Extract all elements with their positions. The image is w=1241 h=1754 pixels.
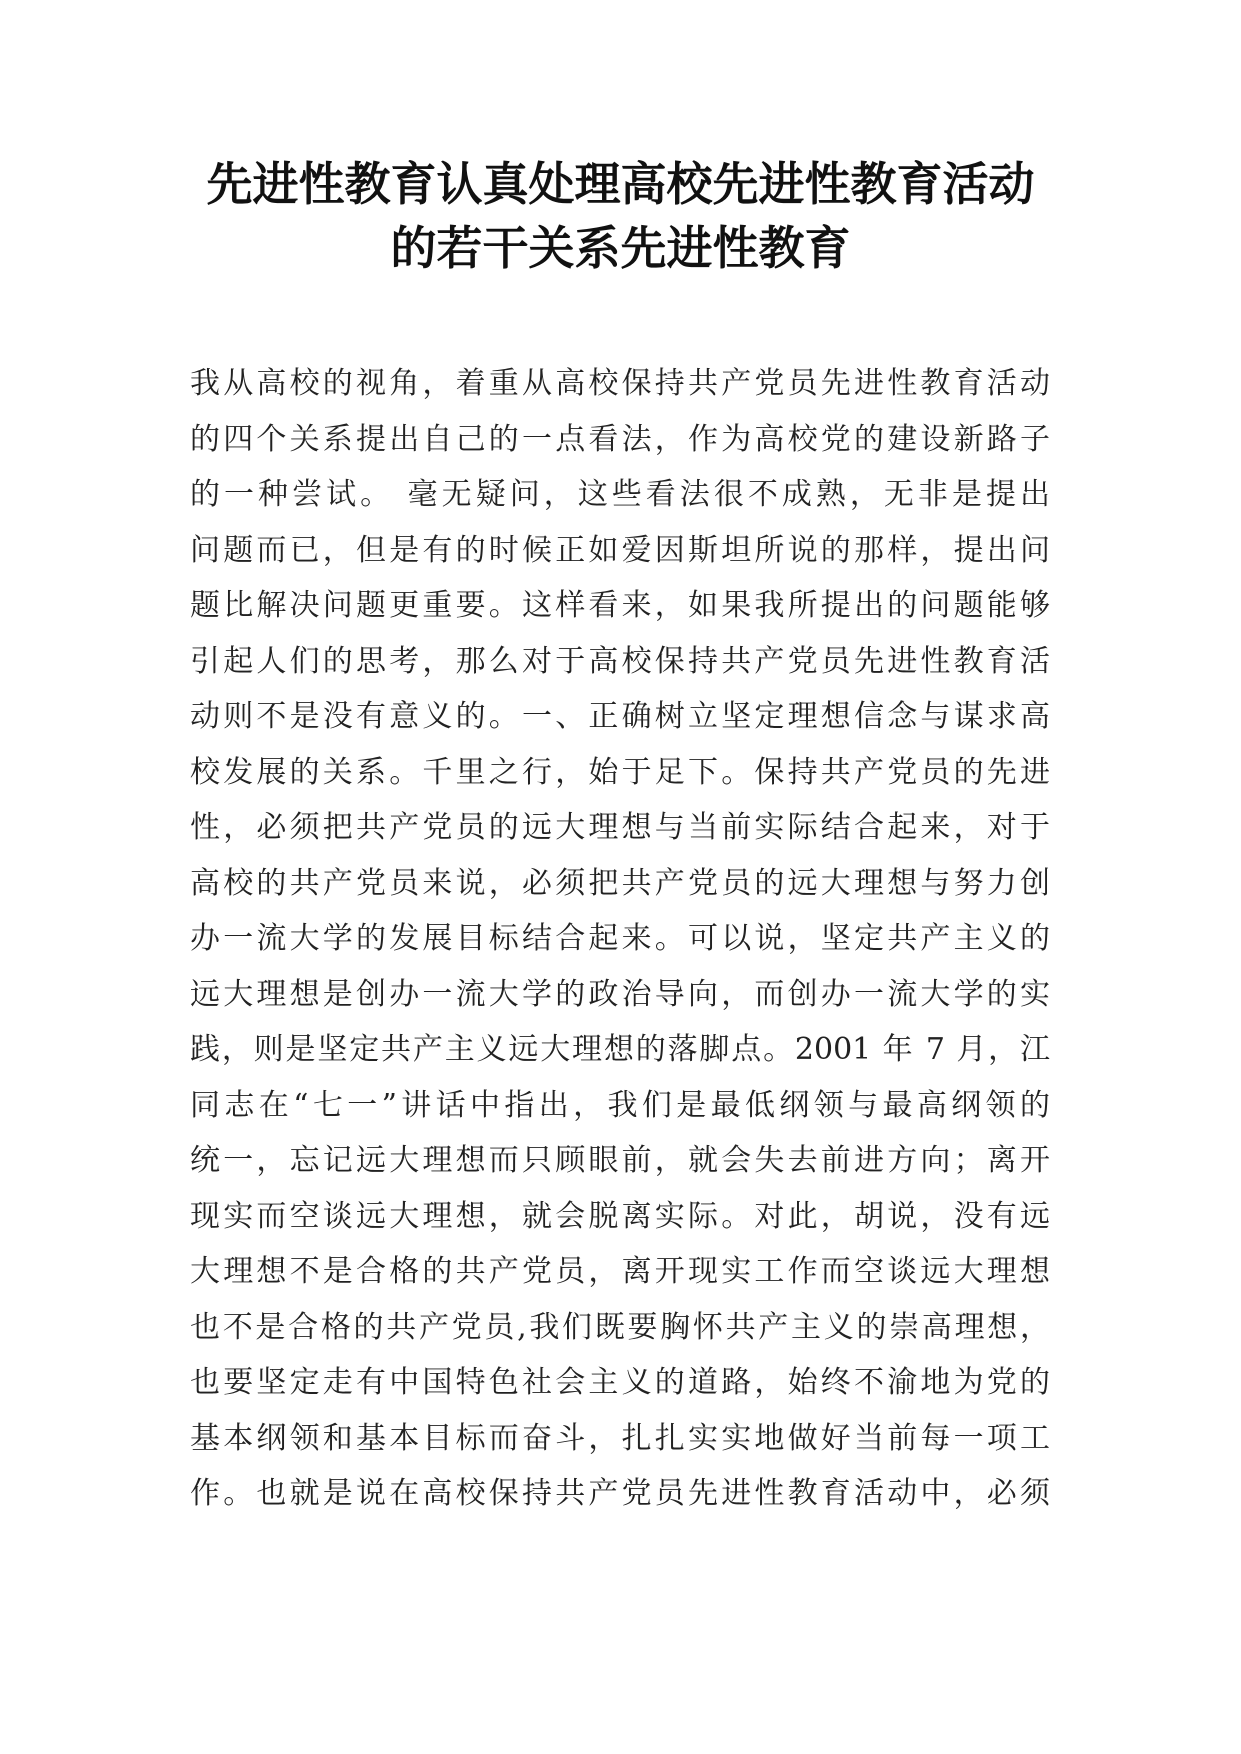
document-body — [190, 356, 1050, 1522]
body-line: 同志在“七一”讲话中指出，我们是最低纲领与最高纲领的 — [190, 1087, 1050, 1123]
body-line: 也不是合格的共产党员,我们既要胸怀共产主义的崇高理想， — [190, 1309, 1050, 1345]
body-line: 问题而已，但是有的时候正如爱因斯坦所说的那样，提出问 — [190, 532, 1050, 568]
body-line: 基本纲领和基本目标而奋斗，扎扎实实地做好当前每一项工 — [190, 1420, 1050, 1456]
body-line: 的一种尝试。 毫无疑问，这些看法很不成熟，无非是提出 — [190, 477, 1050, 512]
title-line: 的若干关系先进性教育 — [390, 221, 851, 275]
body-line: 动则不是没有意义的。一、正确树立坚定理想信念与谋求高 — [190, 699, 1050, 734]
body-line: 办一流大学的发展目标结合起来。可以说，坚定共产主义的 — [190, 921, 1050, 956]
document-title — [160, 152, 1081, 280]
body-line: 统一，忘记远大理想而只顾眼前，就会失去前进方向；离开 — [190, 1143, 1050, 1178]
body-line: 校发展的关系。千里之行，始于足下。保持共产党员的先进 — [190, 754, 1050, 790]
body-line: 题比解决问题更重要。这样看来，如果我所提出的问题能够 — [190, 588, 1050, 623]
body-line: 远大理想是创办一流大学的政治导向，而创办一流大学的实 — [190, 976, 1050, 1012]
title-line: 先进性教育认真处理高校先进性教育活动 — [206, 157, 1035, 211]
body-line: 我从高校的视角，着重从高校保持共产党员先进性教育活动 — [190, 366, 1050, 401]
body-line: 作。也就是说在高校保持共产党员先进性教育活动中，必须 — [190, 1476, 1050, 1511]
body-line: 的四个关系提出自己的一点看法，作为高校党的建设新路子 — [190, 421, 1050, 457]
body-line: 现实而空谈远大理想，就会脱离实际。对此，胡说，没有远 — [190, 1198, 1050, 1234]
body-line: 也要坚定走有中国特色社会主义的道路，始终不渝地为党的 — [190, 1365, 1050, 1400]
body-line: 大理想不是合格的共产党员，离开现实工作而空谈远大理想 — [190, 1254, 1050, 1289]
body-line: 引起人们的思考，那么对于高校保持共产党员先进性教育活 — [190, 643, 1050, 679]
body-line: 性，必须把共产党员的远大理想与当前实际结合起来，对于 — [190, 810, 1050, 845]
body-line: 践，则是坚定共产主义远大理想的落脚点。2001 年 7 月，江 — [190, 1032, 1050, 1067]
body-line: 高校的共产党员来说，必须把共产党员的远大理想与努力创 — [190, 865, 1050, 901]
